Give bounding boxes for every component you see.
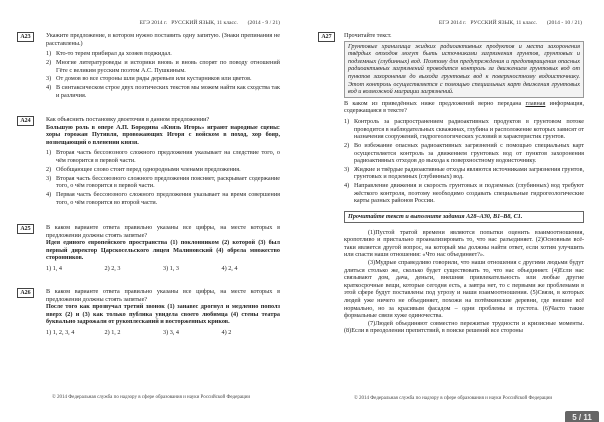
page-header: ЕГЭ 2014 г. РУССКИЙ ЯЗЫК, 11 класс. (2014 - 9 / 21) [139, 20, 280, 26]
option: 1) Вторая часть бессоюзного сложного предложения указывает на следствие того, о чём говорится в первой части. [46, 149, 280, 164]
task-label-a24: A24 [17, 116, 34, 126]
task-label-a27: A27 [318, 32, 335, 42]
question-text: Как объяснить постановку двоеточия в данном предложении? [46, 116, 210, 123]
page-indicator: 5 / 11 [565, 411, 599, 422]
option: 3) Жидкие и твёрдые радиоактивные отходы являются источниками загрязнения грунтов, грунтовых и подземных (глубинных) вод. [344, 165, 584, 181]
option: 3) Вторая часть бессоюзного сложного предложения поясняет, раскрывает содержание того, о чём говорится в первой части. [46, 174, 280, 190]
question-text: В каком варианте ответа правильно указаны все цифры, на месте которых в предложении должны стоять запятые? [46, 224, 280, 239]
option: 2) Многие литературоведы и историки вновь и вновь спорят по поводу отношений Гёте с великим русским поэтом А.С. Пушкиным. [46, 58, 280, 74]
options-row [46, 265, 280, 273]
page-footer: © 2014 Федеральная служба по надзору в сфере образования и науки Российской Федерации [353, 396, 553, 401]
page-header: ЕГЭ 2014 г. РУССКИЙ ЯЗЫК, 11 класс. (2014 - 10 / 21) [438, 20, 582, 26]
paragraph: (7)Людей объединяют совместно пережитые трудности и кризисные моменты. (8)Если в преодолении препятствий, в поиске решений все стороны [344, 319, 584, 335]
option: 2) Во избежание опасных радиоактивных загрязнений с помощью специальных карт осуществляется контроль за движением грунтовых вод от пунктов захоронения радиоактивных отходов до выхода к поверхностному водоисточнику. [344, 141, 584, 165]
option: 1) Кто-то терем прибирал да хозяев поджидал. [46, 50, 172, 58]
options-list [46, 50, 280, 99]
option: 4) Направление движения и скорость грунтовых и подземных (глубинных) вод требуют жёсткого контроля, поэтому необходимо создавать специальные гидрогеологические карты разных районов России. [344, 182, 584, 205]
options-row [46, 329, 280, 337]
paragraph: (1)Пустой тратой времени являются попытки оценить взаимоотношения, кропотливо и пристально проанализировать то, что нас разъединяет. (2)Основным всё-таки является другой вопрос, на который мы должны найти ответ, если хотим улучшить или спасти наши отношения: «Что нас объединяет?». [344, 228, 584, 259]
option: 1) Контроль за распространением радиоактивных продуктов в грунтовом потоке проводится в наблюдательных скважинах, глубина и расположение которых зависят от назначения сооружений, гидрогеологических условий и характеристик грунтов. [344, 117, 584, 141]
page-10 [302, 0, 604, 422]
question-a26 [46, 288, 280, 337]
question-text: В каком варианте ответа правильно указаны все цифры, на месте которых в предложении должны стоять запятые? [46, 288, 280, 303]
option: 3) 3, 4 [163, 328, 179, 336]
question-text: Укажите предложение, в котором нужно поставить одну запятую. (Знаки препинания не расставлены.) [46, 32, 280, 47]
option: 3) 1, 3 [163, 264, 179, 272]
task-label-a25: A25 [17, 224, 34, 234]
example-sentence: После того как прозвучал третий звонок (1) занавес дрогнул и медленно пополз вверх (2) и (3) как только публика увидела своего любимца (4) стены театра буквально задрожали от рукоплесканий и восторженных криков. [46, 303, 280, 326]
instruction: Прочитайте текст. [344, 32, 392, 39]
option: 4) 2, 4 [221, 264, 238, 272]
reading-text-box: Грунтовые хранилища жидких радиоактивных продуктов и места захоронения твёрдых отходов могут быть источниками загрязнения грунтов, грунтовых и подземных (глубинных) вод. Поэтому для предупреждения и предотвращения опасных радиоактивных загрязнений проводится контроль за движением грунтовых вод от пунктов захоронения до выхода грунтовых вод к поверхностному водоисточнику. Этот контроль осуществляется с помощью специальных карт движения грунтовых вод и возможной миграции загрязнений. [344, 41, 584, 98]
task-instruction-box: Прочитайте текст и выполните задания A28–A30, B1–B8, C1. [344, 211, 584, 223]
option: 4) В синтаксическом строе двух поэтических текстов мы можем найти как сходства так и различия. [46, 84, 280, 99]
option: 1) 1, 2, 3, 4 [46, 328, 75, 336]
page-footer: © 2014 Федеральная служба по надзору в сфере образования и науки Российской Федерации [51, 395, 251, 400]
reading-passage [344, 229, 584, 335]
question-a24 [46, 116, 280, 207]
question-a23 [46, 32, 280, 101]
options-list [344, 118, 584, 205]
option: 4) Первая часть бессоюзного сложного предложения указывает на время совершения того, о чём говорится во второй части. [46, 190, 280, 206]
option: 3) От домов во все стороны шли ряды деревьев или кустарников или цветов. [46, 75, 252, 83]
task-label-a26: A26 [17, 288, 34, 298]
paragraph: (3)Мудрые справедливо говорили, что наши отношения с другими людьми будут длиться столько же, сколько будет существовать то, что нас объединяет. (4)Если нас связывают дом, дача, деньги, внешняя привлекательность или любые другие краткосрочные вещи, которые сегодня есть, а завтра нет, то с первыми же проблемами в этой сфере будут поставлены под угрозу и наши взаимоотношения. (5)Связи, в которых людей уже ничего не объединяет, похожи на потёмкинские деревни, где внешне всё нормально, но за красивым фасадом – одни проблемы и пустота. (6)Часто такие формальные связи хуже одиночества. [344, 259, 584, 320]
option: 1) 1, 4 [46, 264, 62, 272]
options-list [46, 149, 280, 206]
option: 4) 2 [221, 328, 232, 336]
option: 2) 1, 2 [104, 328, 121, 336]
question-text: В каком из приведённых ниже предложений верно передана главная информация, содержащаяся в тексте? [344, 99, 584, 115]
option: 2) 2, 3 [104, 264, 121, 272]
example-sentence: Идея единого европейского пространства (1) поклонником (2) которой (3) был первый директор Царскосельского лицея Малиновский (4) обрела множество сторонников. [46, 239, 280, 262]
example-sentence: Большую роль в опере А.П. Бородина «Князь Игорь» играют народные сцены: хоры горожан Путивля, провожающих Игоря с войском в поход, хор бояр, возвещающий о пленении князя. [46, 123, 280, 146]
question-a27 [344, 32, 584, 335]
task-label-a23: A23 [17, 32, 34, 42]
question-a25 [46, 224, 280, 273]
option: 2) Обобщающее слово стоит перед однородными членами предложения. [46, 165, 241, 173]
